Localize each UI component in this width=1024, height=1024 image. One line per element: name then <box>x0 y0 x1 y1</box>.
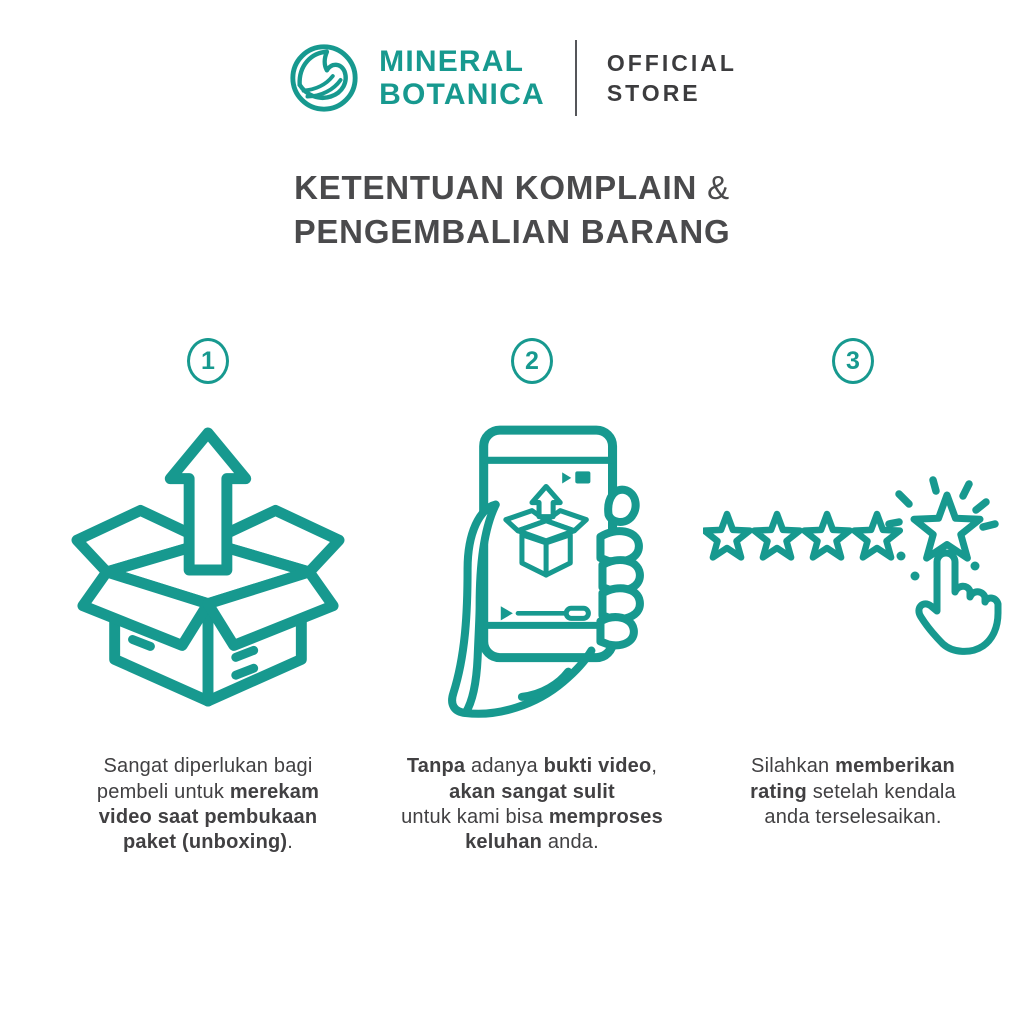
brand-name-line1: MINERAL <box>379 45 525 78</box>
mineral-botanica-logo-icon <box>287 41 361 115</box>
unboxing-box-arrow-icon <box>69 422 347 712</box>
brand-wordmark <box>379 45 545 111</box>
tap-hand-cursor-icon <box>919 553 998 651</box>
header-divider <box>575 40 577 116</box>
progress-scrubber <box>566 609 588 619</box>
step-1-text: Sangat diperlukan bagi pembeli untuk merekam video saat pembukaan paket (unboxing). <box>96 755 320 853</box>
step-3-number: 3 <box>846 346 860 375</box>
official-store-label <box>607 48 737 109</box>
star-outline-icons <box>704 495 980 558</box>
store-line1: OFFICIAL <box>606 49 737 76</box>
step-1-icon-area <box>46 384 370 750</box>
five-star-rating-tap-icon <box>703 472 1003 662</box>
page-title: KETENTUAN KOMPLAIN & PENGEMBALIAN BARANG <box>293 169 731 251</box>
store-line2: STORE <box>606 80 701 106</box>
step-3-number-badge <box>832 338 874 384</box>
step-3-icon-area <box>700 384 1006 750</box>
step-1-number: 1 <box>201 346 215 375</box>
step-2-text: Tanpa adanya bukti video, akan sangat sulit untuk kami bisa memproses keluhan anda. <box>401 755 663 853</box>
step-2-icon-area <box>370 384 694 750</box>
hand-holding-phone-icon <box>420 416 644 718</box>
step-2 <box>370 338 694 855</box>
brand-name-line2: BOTANICA <box>379 78 545 111</box>
steps-row <box>0 338 1024 855</box>
step-3-text: Silahkan memberikan rating setelah kendala anda terselesaikan. <box>750 755 956 828</box>
step-2-number: 2 <box>525 346 539 375</box>
step-1 <box>46 338 370 855</box>
step-3 <box>700 338 1006 855</box>
step-2-number-badge <box>511 338 553 384</box>
brand-header <box>0 0 1024 116</box>
step-1-number-badge <box>187 338 229 384</box>
